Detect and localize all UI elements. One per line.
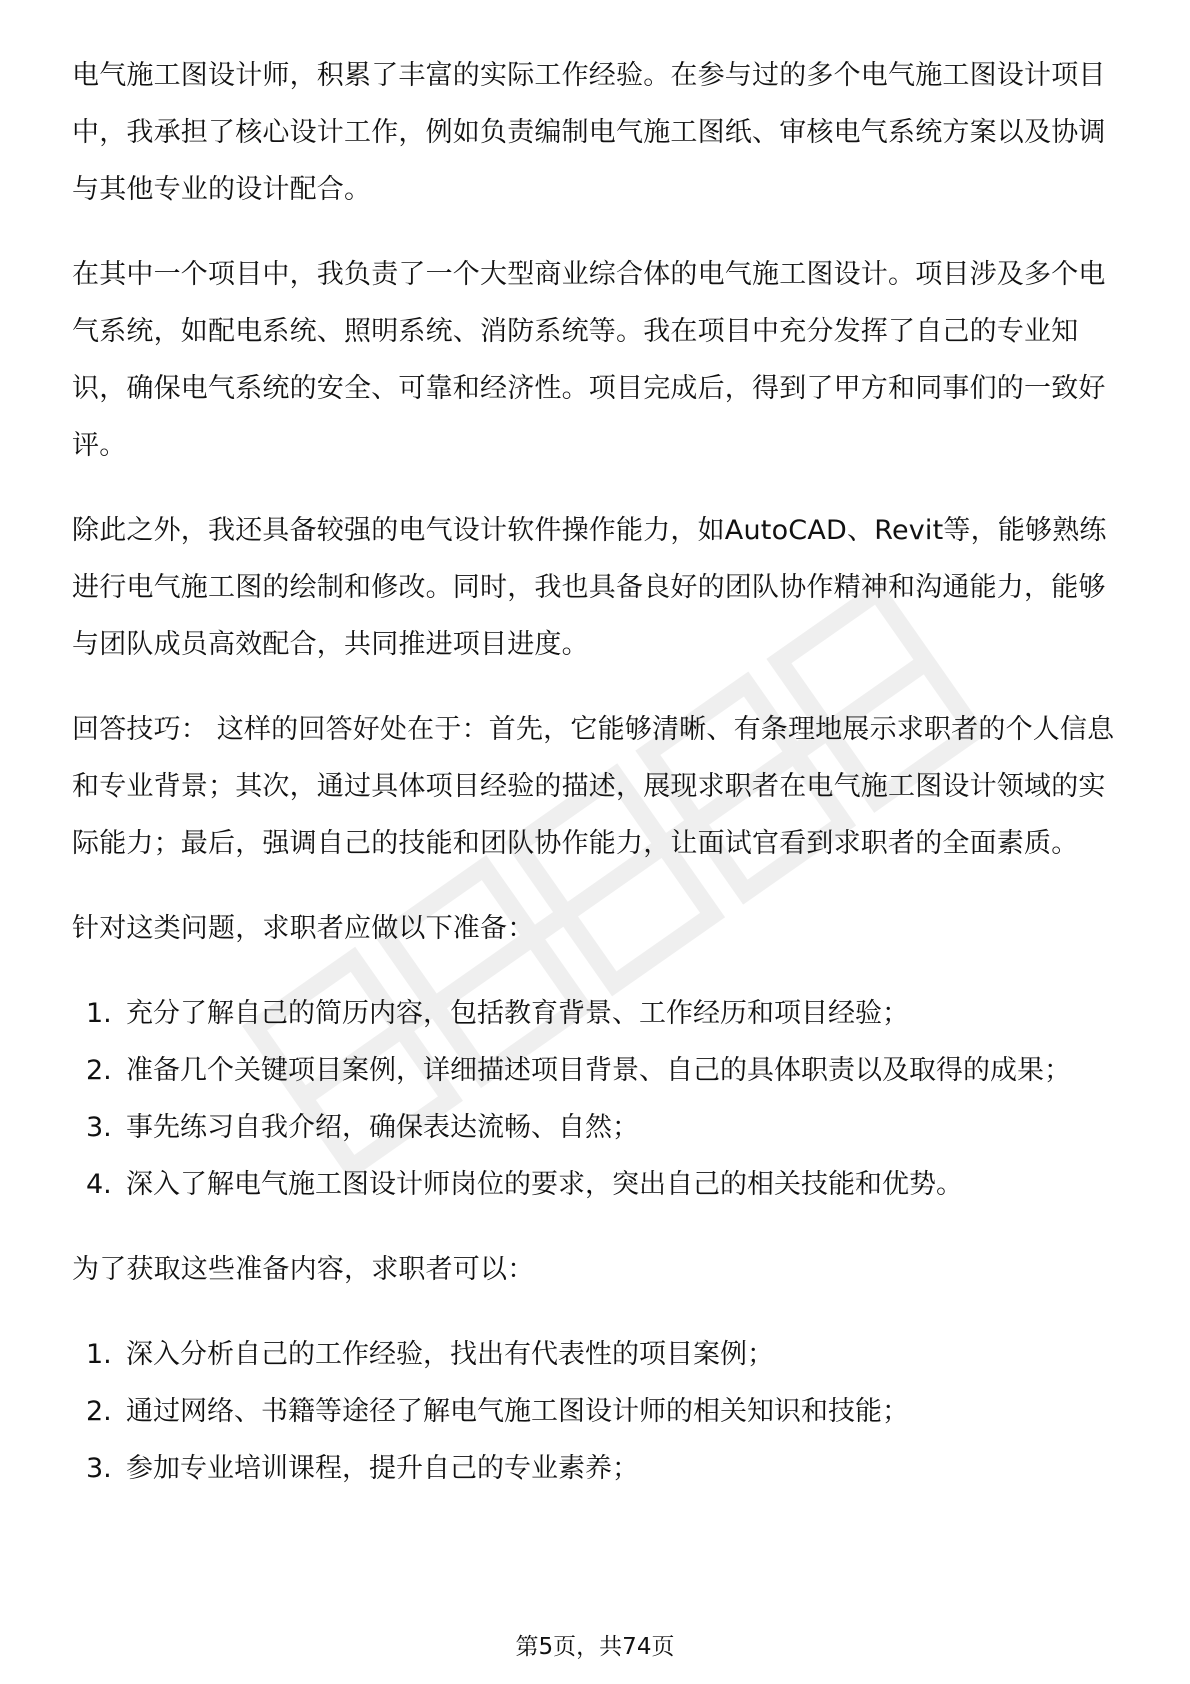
paragraph-skills: 除此之外，我还具备较强的电气设计软件操作能力，如AutoCAD、Revit等，能够熟练进行电气施工图的绘制和修改。同时，我也具备良好的团队协作精神和沟通能力，能够与团队成员高效配合，共同推进项目进度。 (72, 515, 1107, 660)
document-body (72, 47, 1122, 1525)
list-item-number: 2. (86, 1055, 112, 1086)
list-item-text: 准备几个关键项目案例，详细描述项目背景、自己的具体职责以及取得的成果； (126, 1055, 1071, 1086)
list-item (72, 1326, 1122, 1383)
list-item (72, 1042, 1122, 1099)
page-footer (0, 1632, 1190, 1662)
paragraph-project: 在其中一个项目中，我负责了一个大型商业综合体的电气施工图设计。项目涉及多个电气系统，如配电系统、照明系统、消防系统等。我在项目中充分发挥了自己的专业知识，确保电气系统的安全、可靠和经济性。项目完成后，得到了甲方和同事们的一致好评。 (72, 259, 1106, 461)
list-item-number: 4. (86, 1169, 112, 1200)
prepare-list (72, 985, 1122, 1213)
paragraph-obtain-intro: 为了获取这些准备内容，求职者可以： (72, 1254, 535, 1285)
list-item-text: 充分了解自己的简历内容，包括教育背景、工作经历和项目经验； (126, 998, 909, 1029)
list-item-text: 通过网络、书籍等途径了解电气施工图设计师的相关知识和技能； (126, 1396, 909, 1427)
list-item-text: 深入了解电气施工图设计师岗位的要求，突出自己的相关技能和优势。 (126, 1169, 963, 1200)
list-item-text: 深入分析自己的工作经验，找出有代表性的项目案例； (126, 1339, 774, 1370)
page-number-label: 第5页，共74页 (515, 1634, 675, 1660)
list-item (72, 1156, 1122, 1213)
list-item-number: 1. (86, 998, 112, 1029)
list-item (72, 985, 1122, 1042)
list-item-text: 事先练习自我介绍，确保表达流畅、自然； (126, 1112, 639, 1143)
paragraph-answer-tips: 回答技巧： 这样的回答好处在于：首先，它能够清晰、有条理地展示求职者的个人信息和专业背景；其次，通过具体项目经验的描述，展现求职者在电气施工图设计领域的实际能力；最后，强调自己的技能和团队协作能力，让面试官看到求职者的全面素质。 (72, 714, 1115, 859)
list-item (72, 1440, 1122, 1497)
list-item-text: 参加专业培训课程，提升自己的专业素养； (126, 1453, 639, 1484)
list-item-number: 3. (86, 1112, 112, 1143)
list-item (72, 1383, 1122, 1440)
obtain-list (72, 1326, 1122, 1497)
list-item-number: 1. (86, 1339, 112, 1370)
list-item-number: 3. (86, 1453, 112, 1484)
paragraph-experience: 电气施工图设计师，积累了丰富的实际工作经验。在参与过的多个电气施工图设计项目中，我承担了核心设计工作，例如负责编制电气施工图纸、审核电气系统方案以及协调与其他专业的设计配合。 (72, 60, 1106, 205)
list-item (72, 1099, 1122, 1156)
list-item-number: 2. (86, 1396, 112, 1427)
paragraph-prepare-intro: 针对这类问题，求职者应做以下准备： (72, 913, 535, 944)
